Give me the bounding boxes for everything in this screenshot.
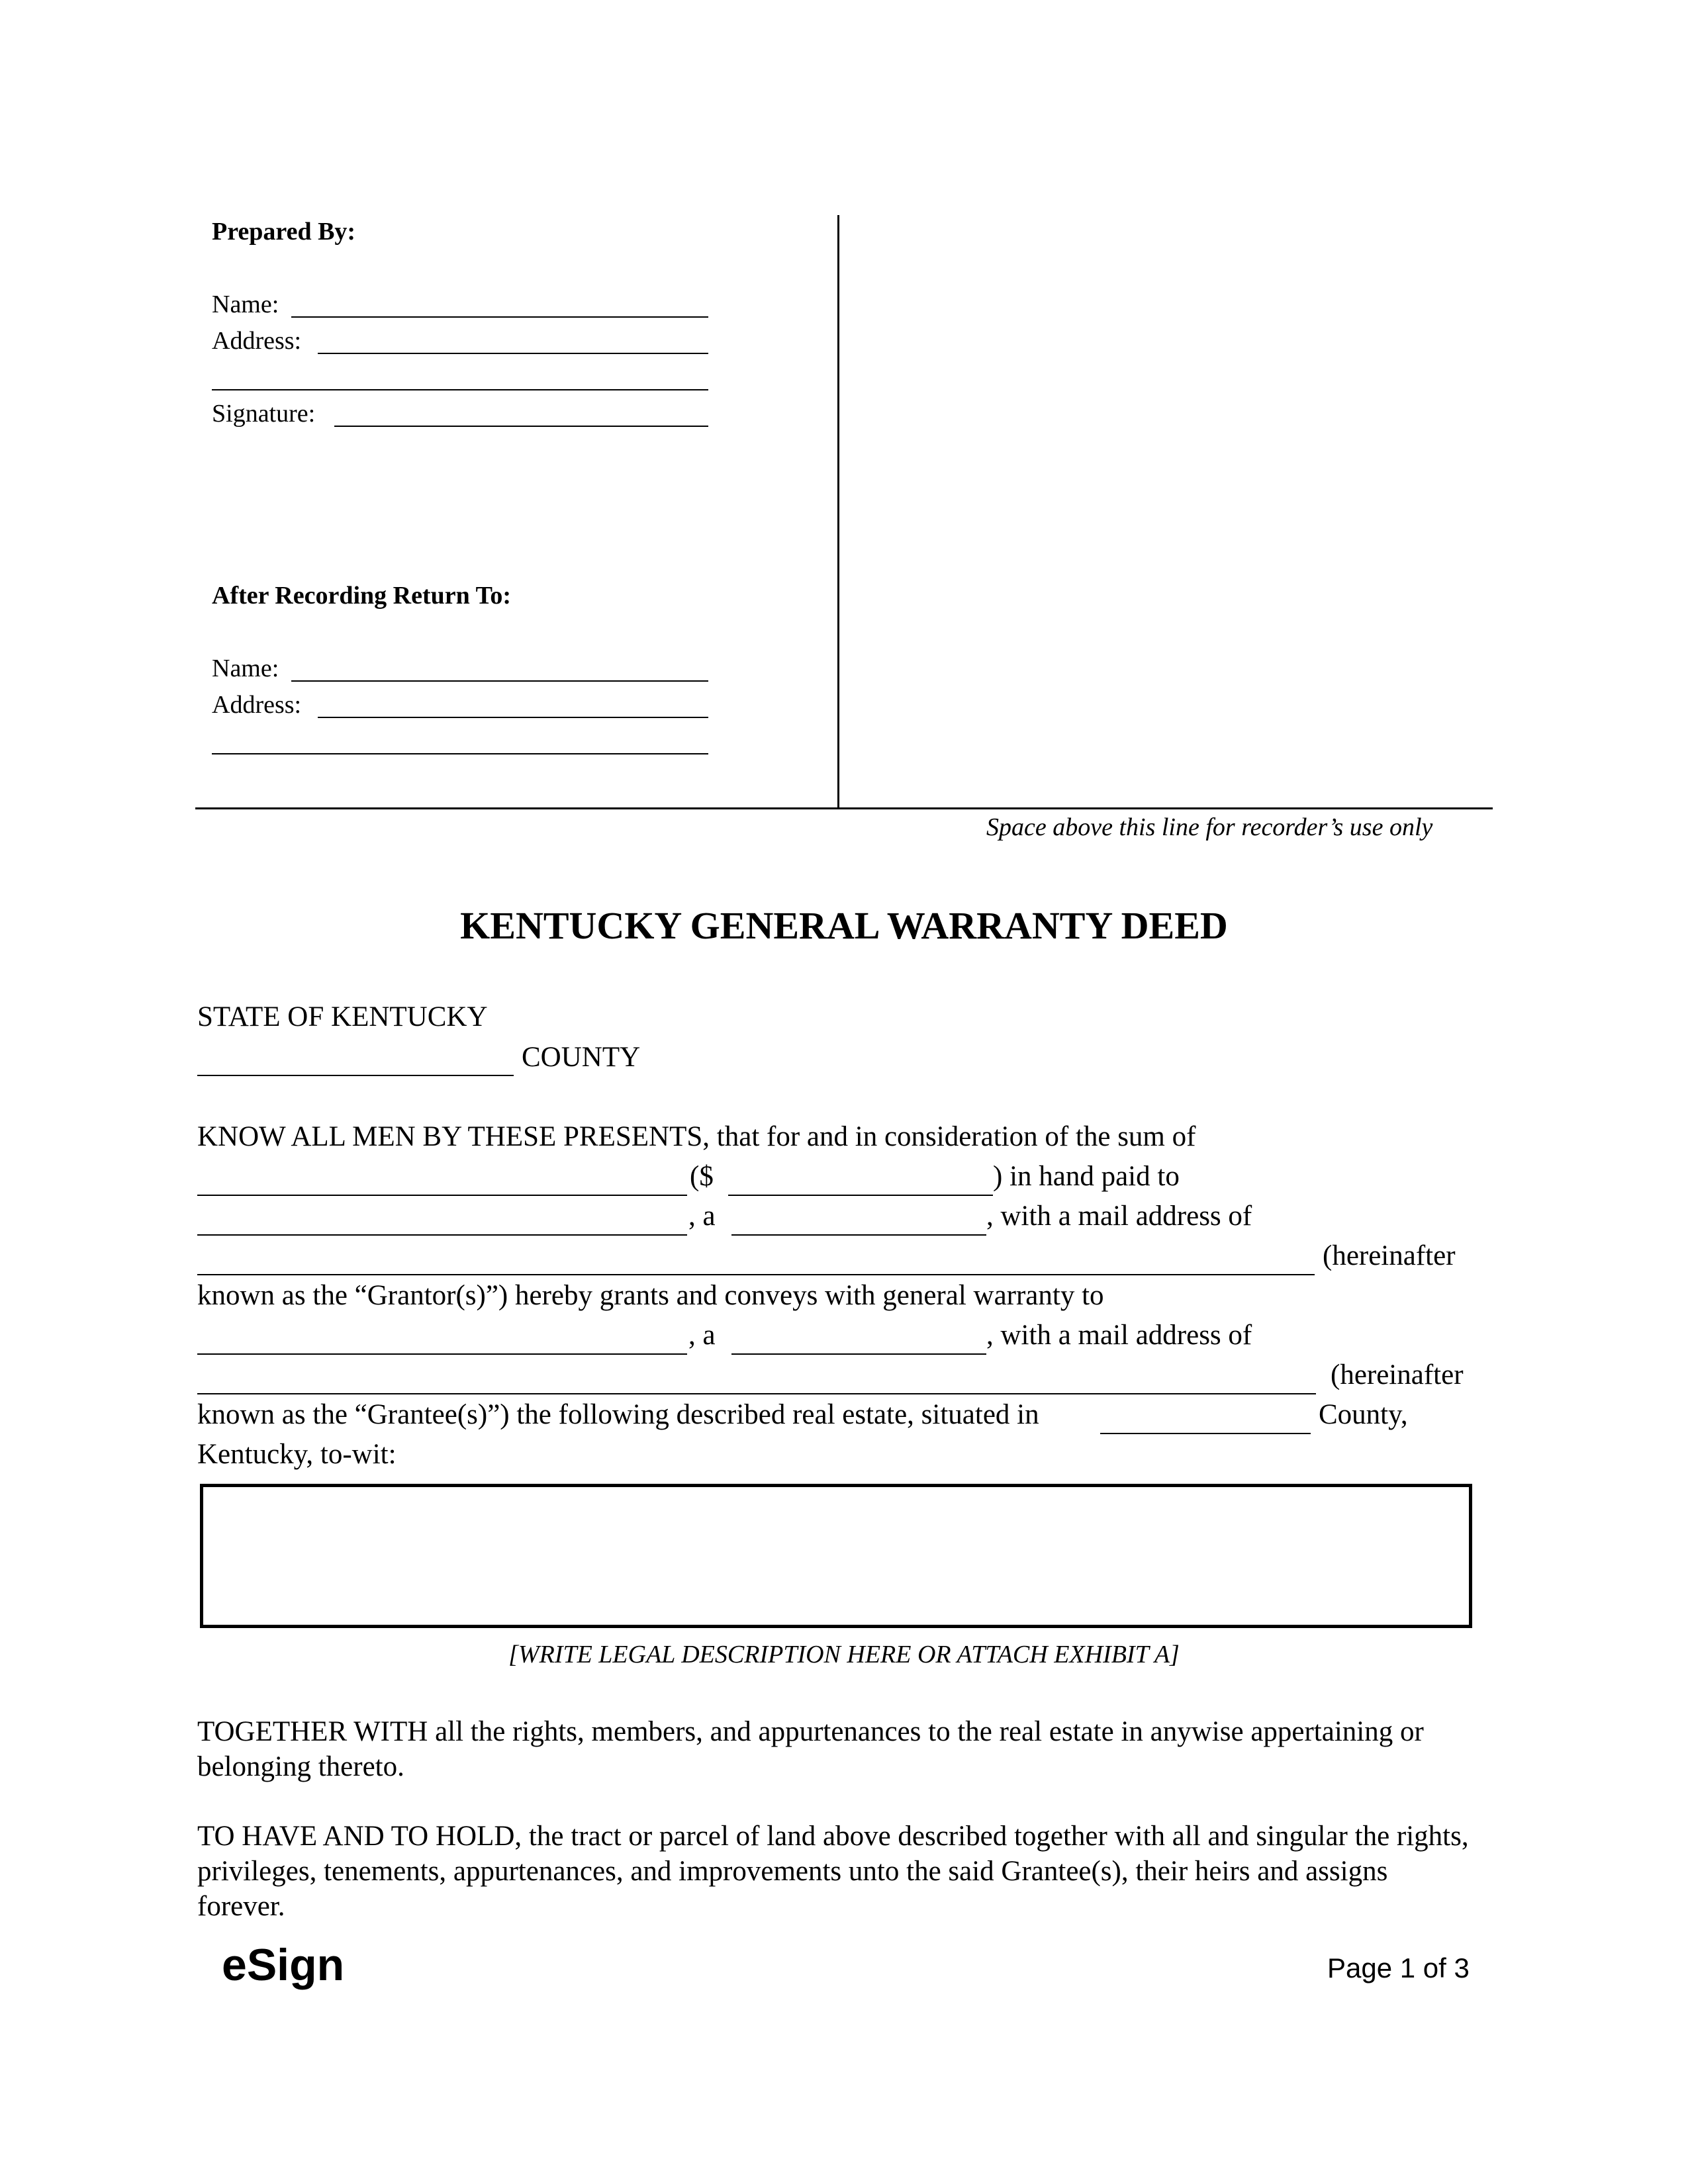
kentucky-towit: Kentucky, to-wit: [197, 1439, 397, 1470]
return-address-label: Address: [212, 691, 302, 719]
prepared-by-heading: Prepared By: [212, 218, 356, 246]
recorder-divider-vertical [837, 215, 839, 809]
to-have-lead: TO HAVE AND TO HOLD [197, 1821, 515, 1852]
grantor-comma-a: , a [688, 1201, 716, 1232]
grantee-name-field[interactable] [197, 1353, 687, 1355]
prepared-by-address-field-2[interactable] [212, 389, 708, 390]
dollar-prefix: ($ [690, 1161, 714, 1192]
return-address-field[interactable] [318, 717, 708, 718]
return-name-label: Name: [212, 655, 279, 682]
recorder-divider-horizontal [195, 807, 1493, 809]
page-number: Page 1 of 3 [1327, 1952, 1470, 1983]
consideration-amount-words-field[interactable] [197, 1195, 687, 1196]
grantee-address-field[interactable] [197, 1393, 1316, 1394]
county-label: COUNTY [522, 1042, 641, 1073]
prepared-by-address-field[interactable] [318, 353, 708, 354]
grantor-conveys-line: known as the “Grantor(s)”) hereby grants and conveys with general warranty to [197, 1280, 1104, 1311]
document-title: KENTUCKY GENERAL WARRANTY DEED [460, 904, 1228, 947]
to-have-paragraph [197, 1819, 1475, 1924]
consideration-amount-number-field[interactable] [728, 1195, 993, 1196]
grantor-name-field[interactable] [197, 1234, 687, 1236]
return-name-field[interactable] [291, 680, 708, 682]
prepared-by-name-label: Name: [212, 291, 279, 318]
grantee-mail-text: , with a mail address of [986, 1320, 1252, 1351]
grantor-address-field[interactable] [197, 1274, 1315, 1275]
prepared-by-address-label: Address: [212, 327, 302, 355]
state-line: STATE OF KENTUCKY [197, 1001, 488, 1032]
together-with-paragraph [197, 1714, 1475, 1784]
grantee-hereinafter: (hereinafter [1331, 1359, 1464, 1390]
prepared-by-signature-label: Signature: [212, 400, 316, 428]
recorder-note: Space above this line for recorder’s use only [986, 813, 1433, 841]
county-suffix: County, [1319, 1399, 1408, 1430]
legal-description-box[interactable] [200, 1484, 1472, 1628]
hand-paid-text: ) in hand paid to [993, 1161, 1180, 1192]
grantor-type-field[interactable] [731, 1234, 986, 1236]
return-address-field-2[interactable] [212, 753, 708, 754]
prepared-by-name-field[interactable] [291, 316, 708, 318]
prepared-by-signature-field[interactable] [334, 426, 708, 427]
property-county-field[interactable] [1100, 1433, 1311, 1434]
grantee-real-estate-line: known as the “Grantee(s)”) the following described real estate, situated in [197, 1399, 1039, 1430]
consideration-intro: KNOW ALL MEN BY THESE PRESENTS, that for and in consideration of the sum of [197, 1121, 1196, 1152]
to-have-text: , the tract or parcel of land above described together with all and singular the rights, privileges, tenements, appurtenances, and improvements unto the said Grantee(s), their heirs and assigns forever. [197, 1821, 1469, 1922]
county-field[interactable] [197, 1075, 514, 1076]
grantor-mail-text: , with a mail address of [986, 1201, 1252, 1232]
together-with-text: all the rights, members, and appurtenances to the real estate in anywise appertaining or belonging thereto. [197, 1716, 1424, 1782]
legal-description-note: [WRITE LEGAL DESCRIPTION HERE OR ATTACH EXHIBIT A] [508, 1641, 1180, 1668]
together-with-lead: TOGETHER WITH [197, 1716, 428, 1747]
after-recording-heading: After Recording Return To: [212, 582, 512, 610]
grantor-hereinafter: (hereinafter [1323, 1240, 1456, 1271]
grantee-comma-a: , a [688, 1320, 716, 1351]
esign-logo: eSign [222, 1940, 345, 1990]
grantee-type-field[interactable] [731, 1353, 986, 1355]
